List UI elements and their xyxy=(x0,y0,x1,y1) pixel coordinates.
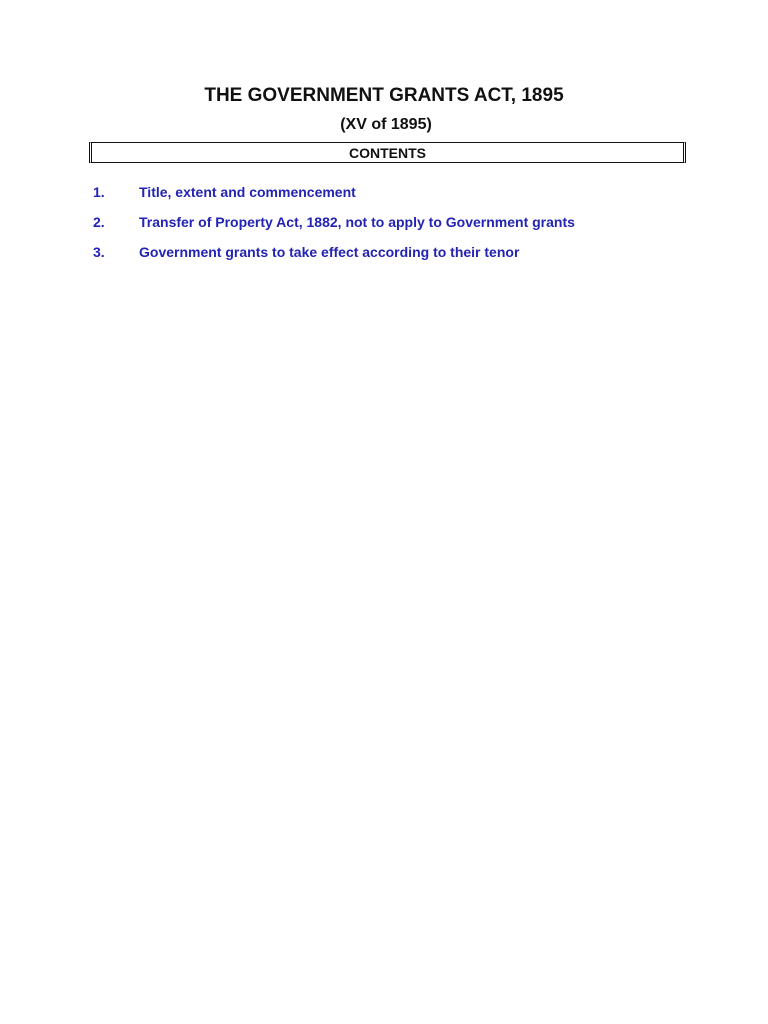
toc-number: 1. xyxy=(93,184,105,200)
toc-text: Transfer of Property Act, 1882, not to apply to Government grants xyxy=(139,214,575,230)
contents-heading-box xyxy=(89,142,686,163)
contents-heading: CONTENTS xyxy=(349,145,426,161)
toc-number: 2. xyxy=(93,214,105,230)
toc-number: 3. xyxy=(93,244,105,260)
toc-text: Government grants to take effect according to their tenor xyxy=(139,244,520,260)
toc-text: Title, extent and commencement xyxy=(139,184,356,200)
document-subtitle: (XV of 1895) xyxy=(340,116,432,133)
document-title: THE GOVERNMENT GRANTS ACT, 1895 xyxy=(204,85,564,106)
